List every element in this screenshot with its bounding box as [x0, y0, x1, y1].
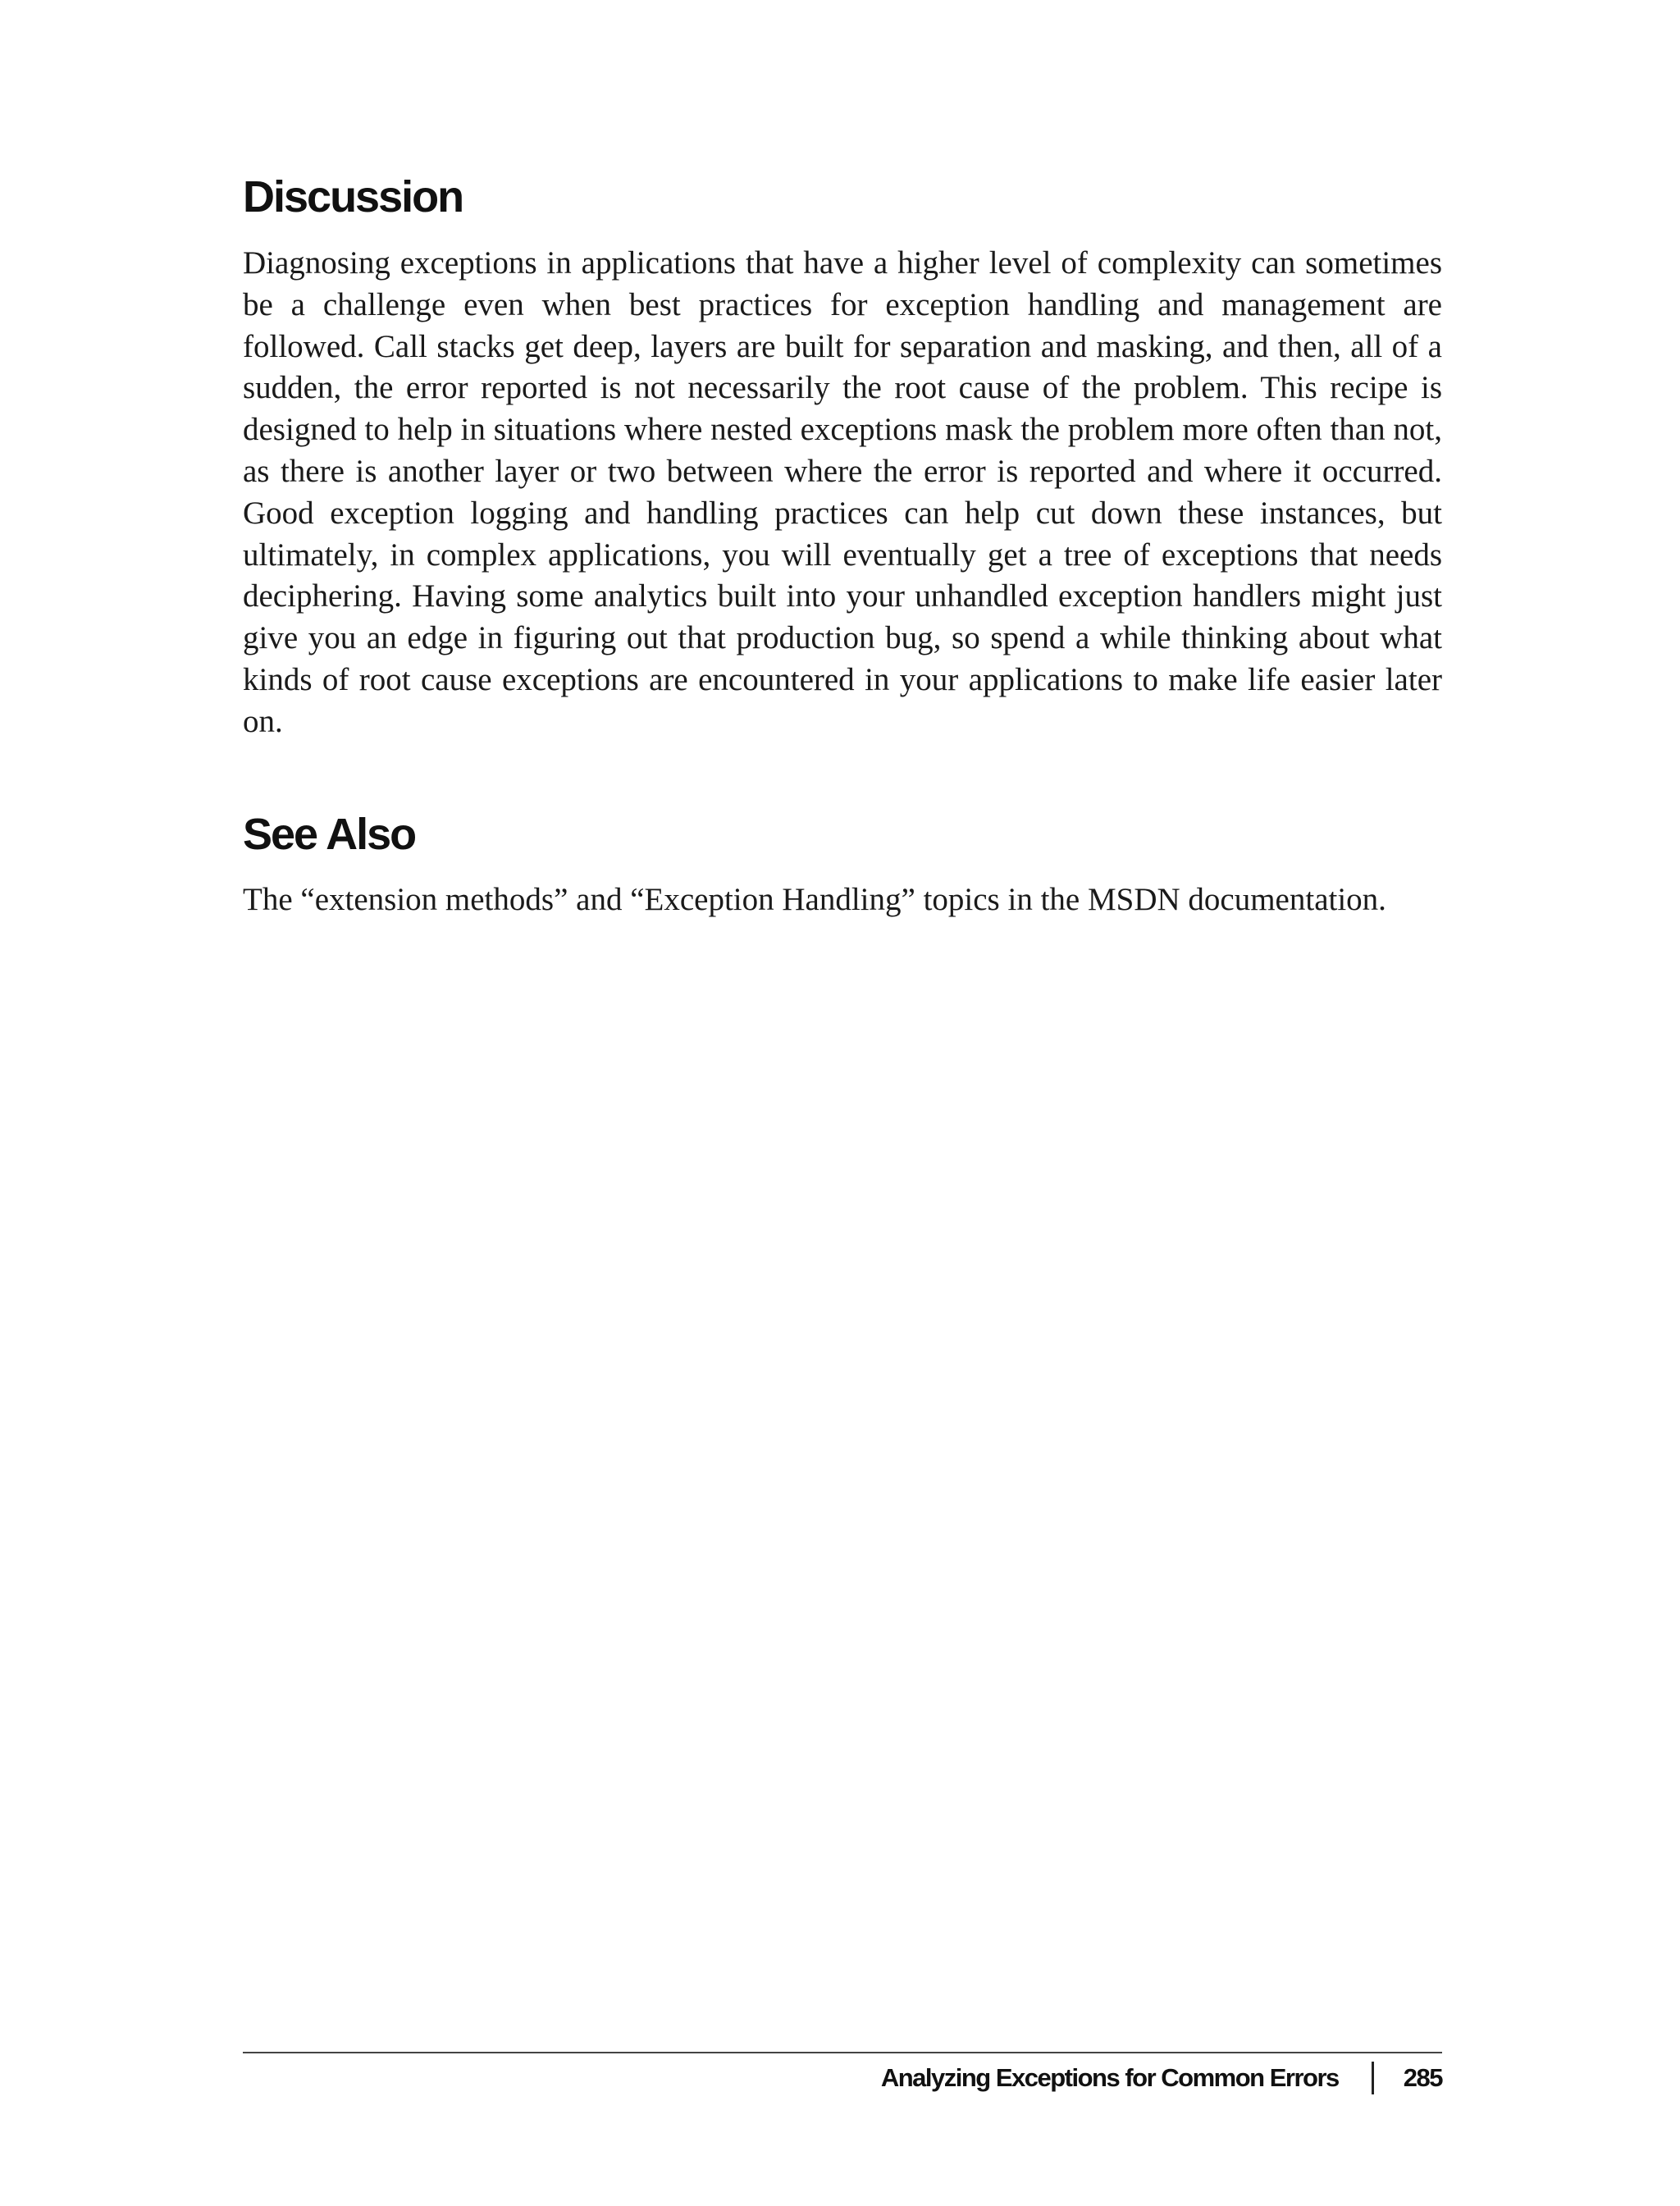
- footer-chapter-title: Analyzing Exceptions for Common Errors: [880, 2063, 1339, 2092]
- discussion-heading: Discussion: [243, 172, 463, 222]
- document-page: [243, 0, 1442, 2206]
- see-also-paragraph: The “extension methods” and “Exception Handling” topics in the MSDN documentation.: [243, 882, 1386, 917]
- footer-separator: [1372, 2062, 1374, 2094]
- footer-rule: [243, 2052, 1442, 2053]
- see-also-heading: See Also: [243, 810, 416, 859]
- page-footer: [881, 2058, 1442, 2099]
- discussion-paragraph: Diagnosing exceptions in applications that have a higher level of complexity can sometimes be a challenge even when best practices for exception handling and management are followed. Call stacks get deep, layers are built for separation and masking, and then, all of a sudden, the error reported is not necessarily the root cause of the problem. This recipe is designed to help in situations where nested exceptions mask the problem more often than not, as there is another layer or two between where the error is reported and where it occurred. Good exception logging and handling practices can help cut down these instances, but ultimately, in complex applications, you will eventually get a tree of exceptions that needs deciphering. Having some analytics built into your unhandled exception handlers might just give you an edge in figuring out that production bug, so spend a while thinking about what kinds of root cause exceptions are encountered in your applications to make life easier later on.: [243, 245, 1442, 739]
- footer-page-number: 285: [1403, 2063, 1442, 2092]
